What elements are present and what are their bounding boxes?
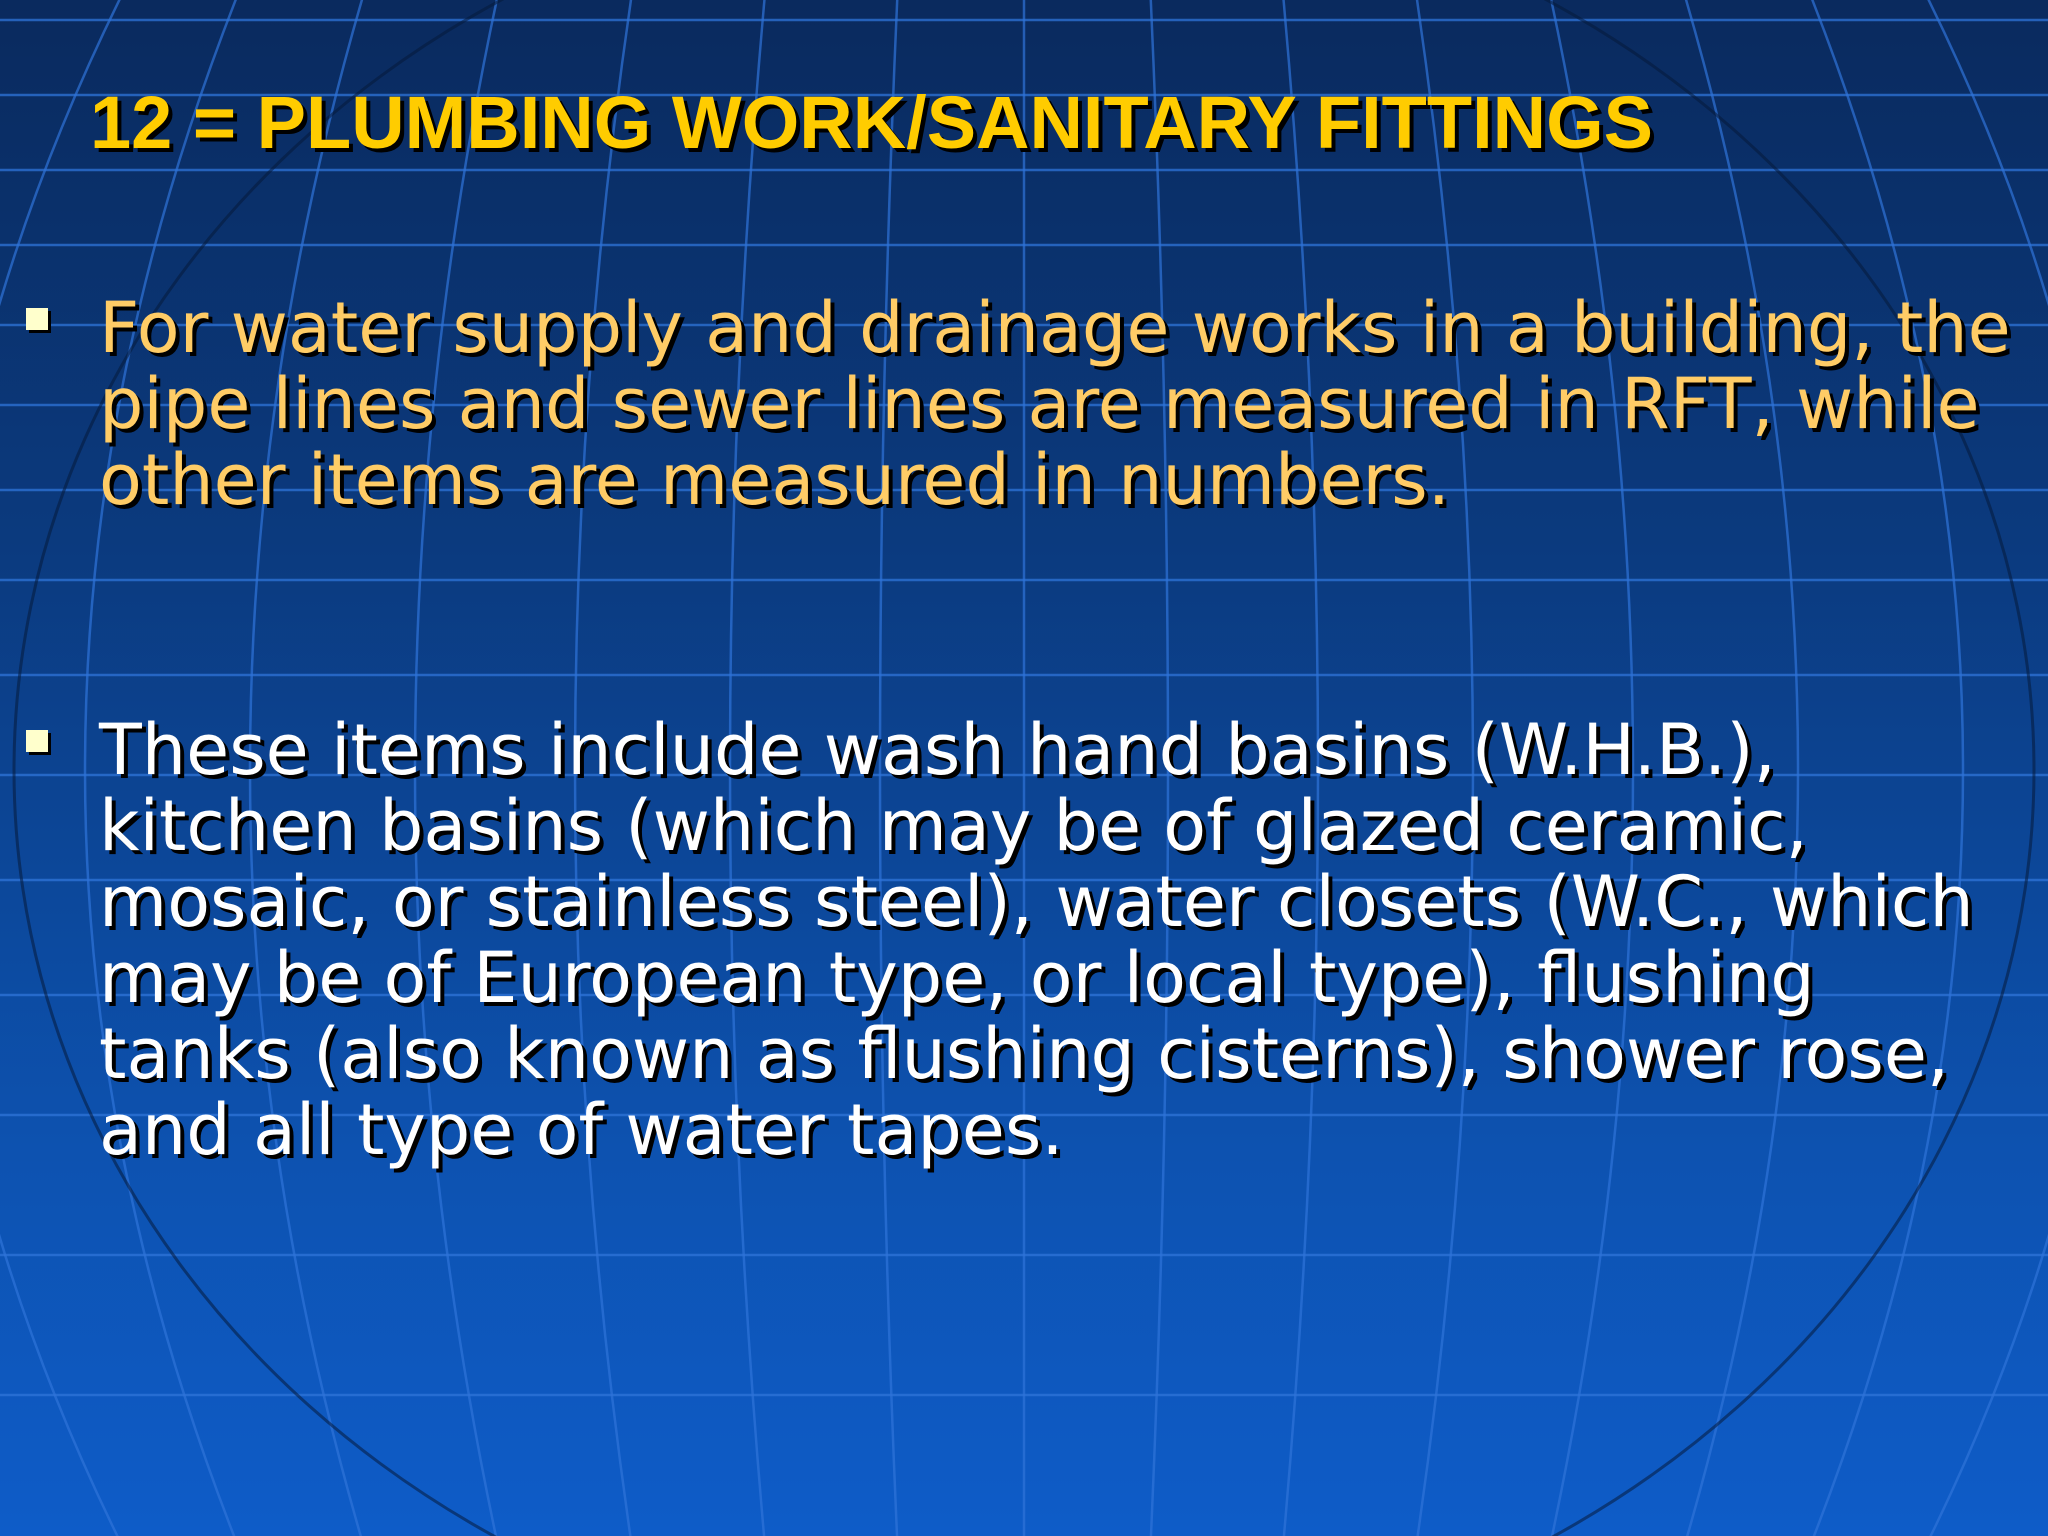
slide-title: 12 = PLUMBING WORK/SANITARY FITTINGS [90, 81, 1653, 164]
bullet-list [0, 287, 2048, 1171]
bullet-text: These items include wash hand basins (W.H.B.), kitchen basins (which may be of glazed ceramic, mosaic, or stainless steel), water closets (W.C., which may be of European type, or local type), flushing tanks (also known as flushing cisterns), shower rose, and all type of water tapes. [99, 709, 1974, 1171]
bullet-item-measurement [0, 287, 2048, 712]
bullet-text: For water supply and drainage works in a building, the pipe lines and sewer lines are measured in RFT, while other items are measured in numbers. [99, 287, 2011, 521]
bullet-item-fittings [0, 709, 2048, 1171]
square-bullet-icon [26, 308, 48, 330]
square-bullet-icon [26, 730, 48, 752]
